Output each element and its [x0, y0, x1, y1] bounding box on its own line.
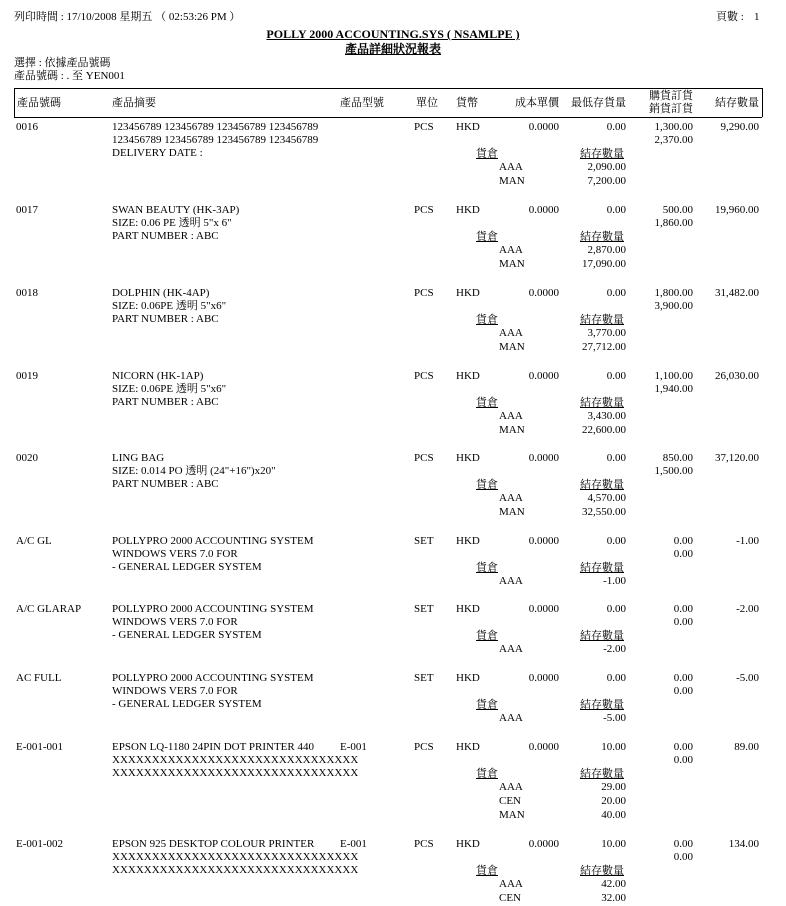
selection-criteria: 選擇 : 依據產品號碼 — [14, 57, 111, 69]
product-code: 0017 — [16, 204, 38, 216]
product-code: 0019 — [16, 370, 38, 382]
warehouse-code: MAN — [499, 424, 525, 436]
product-unit: PCS — [414, 838, 434, 850]
product-currency: HKD — [456, 370, 480, 382]
product-balance: -5.00 — [736, 672, 759, 684]
warehouse-qty: -1.00 — [603, 575, 626, 587]
warehouse-qty: 17,090.00 — [582, 258, 626, 270]
product-so: 0.00 — [673, 548, 693, 560]
warehouse-code: AAA — [499, 781, 523, 793]
product-balance: 31,482.00 — [715, 287, 759, 299]
warehouse-balance-header: 結存數量 — [580, 699, 624, 711]
company-title: POLLY 2000 ACCOUNTING.SYS ( NSAMLPE ) — [266, 27, 520, 41]
product-currency: HKD — [456, 672, 480, 684]
product-desc-line: POLLYPRO 2000 ACCOUNTING SYSTEM — [112, 672, 314, 684]
warehouse-code: AAA — [499, 712, 523, 724]
product-unit: PCS — [414, 204, 434, 216]
product-desc-line: POLLYPRO 2000 ACCOUNTING SYSTEM — [112, 535, 314, 547]
warehouse-qty: -2.00 — [603, 643, 626, 655]
product-desc-line: POLLYPRO 2000 ACCOUNTING SYSTEM — [112, 603, 314, 615]
product-code: 0020 — [16, 452, 38, 464]
product-min-stock: 0.00 — [606, 603, 626, 615]
warehouse-code: AAA — [499, 327, 523, 339]
product-min-stock: 0.00 — [606, 204, 626, 216]
warehouse-code: CEN — [499, 892, 521, 904]
product-desc-line: PART NUMBER : ABC — [112, 230, 219, 242]
warehouse-header: 貨倉 — [476, 479, 498, 491]
product-min-stock: 0.00 — [606, 672, 626, 684]
product-code: E-001-001 — [16, 741, 64, 753]
warehouse-qty: 22,600.00 — [582, 424, 626, 436]
product-code: E-001-002 — [16, 838, 64, 850]
product-currency: HKD — [456, 452, 480, 464]
product-currency: HKD — [456, 535, 480, 547]
header-left-rule — [14, 88, 15, 117]
warehouse-header: 貨倉 — [476, 562, 498, 574]
product-cost: 0.0000 — [528, 370, 559, 382]
product-po: 0.00 — [673, 535, 693, 547]
product-min-stock: 0.00 — [606, 535, 626, 547]
product-cost: 0.0000 — [528, 204, 559, 216]
product-cost: 0.0000 — [528, 603, 559, 615]
product-balance: -1.00 — [736, 535, 759, 547]
warehouse-qty: 3,430.00 — [587, 410, 626, 422]
warehouse-qty: 42.00 — [601, 878, 626, 890]
product-desc-line: XXXXXXXXXXXXXXXXXXXXXXXXXXXXXXX — [112, 767, 359, 779]
col-po: 購貨訂貨 — [649, 90, 693, 102]
product-po: 0.00 — [673, 741, 693, 753]
warehouse-balance-header: 結存數量 — [580, 768, 624, 780]
product-min-stock: 0.00 — [606, 452, 626, 464]
product-currency: HKD — [456, 121, 480, 133]
warehouse-balance-header: 結存數量 — [580, 630, 624, 642]
warehouse-header: 貨倉 — [476, 865, 498, 877]
warehouse-qty: 4,570.00 — [587, 492, 626, 504]
product-desc-line: EPSON 925 DESKTOP COLOUR PRINTER — [112, 838, 315, 850]
product-code: AC FULL — [16, 672, 62, 684]
product-desc-line: PART NUMBER : ABC — [112, 396, 219, 408]
warehouse-header: 貨倉 — [476, 397, 498, 409]
product-so: 0.00 — [673, 851, 693, 863]
product-desc-line: NICORN (HK-1AP) — [112, 370, 204, 382]
product-currency: HKD — [456, 741, 480, 753]
product-desc-line: WINDOWS VERS 7.0 FOR — [112, 548, 238, 560]
product-min-stock: 10.00 — [601, 838, 626, 850]
product-desc-line: XXXXXXXXXXXXXXXXXXXXXXXXXXXXXXX — [112, 864, 359, 876]
report-title: 產品詳細狀況報表 — [344, 42, 441, 56]
product-cost: 0.0000 — [528, 121, 559, 133]
col-cost: 成本單價 — [515, 97, 559, 109]
product-code: 0016 — [16, 121, 38, 133]
warehouse-code: MAN — [499, 175, 525, 187]
warehouse-code: MAN — [499, 809, 525, 821]
product-balance: 9,290.00 — [720, 121, 759, 133]
warehouse-balance-header: 結存數量 — [580, 479, 624, 491]
product-po: 0.00 — [673, 603, 693, 615]
product-model: E-001 — [340, 741, 367, 753]
product-desc-line: WINDOWS VERS 7.0 FOR — [112, 685, 238, 697]
product-balance: 19,960.00 — [715, 204, 759, 216]
page-number: 1 — [754, 11, 760, 23]
warehouse-qty: 29.00 — [601, 781, 626, 793]
product-unit: PCS — [414, 741, 434, 753]
product-po: 1,800.00 — [654, 287, 693, 299]
product-cost: 0.0000 — [528, 741, 559, 753]
warehouse-code: AAA — [499, 878, 523, 890]
product-balance: 134.00 — [728, 838, 759, 850]
warehouse-header: 貨倉 — [476, 231, 498, 243]
product-cost: 0.0000 — [528, 838, 559, 850]
product-cost: 0.0000 — [528, 452, 559, 464]
warehouse-header: 貨倉 — [476, 148, 498, 160]
product-desc-line: PART NUMBER : ABC — [112, 313, 219, 325]
col-model: 產品型號 — [340, 97, 384, 109]
warehouse-balance-header: 結存數量 — [580, 562, 624, 574]
product-desc-line: DELIVERY DATE : — [112, 147, 203, 159]
col-balance: 結存數量 — [715, 97, 759, 109]
product-currency: HKD — [456, 287, 480, 299]
product-balance: 37,120.00 — [715, 452, 759, 464]
product-cost: 0.0000 — [528, 287, 559, 299]
col-min-stock: 最低存貨量 — [571, 97, 626, 109]
warehouse-qty: 3,770.00 — [587, 327, 626, 339]
col-unit: 單位 — [416, 97, 438, 109]
warehouse-qty: 20.00 — [601, 795, 626, 807]
product-desc-line: XXXXXXXXXXXXXXXXXXXXXXXXXXXXXXX — [112, 851, 359, 863]
product-po: 850.00 — [662, 452, 693, 464]
product-min-stock: 0.00 — [606, 287, 626, 299]
col-desc: 產品摘要 — [112, 97, 156, 109]
page-label: 頁數 : — [716, 11, 744, 23]
product-code: 0018 — [16, 287, 38, 299]
product-so: 1,860.00 — [654, 217, 693, 229]
warehouse-qty: 32.00 — [601, 892, 626, 904]
product-desc-line: SWAN BEAUTY (HK-3AP) — [112, 204, 240, 216]
warehouse-balance-header: 結存數量 — [580, 314, 624, 326]
product-so: 3,900.00 — [654, 300, 693, 312]
warehouse-header: 貨倉 — [476, 699, 498, 711]
product-desc-line: SIZE: 0.06PE 透明 5"x6" — [112, 383, 227, 395]
warehouse-code: AAA — [499, 410, 523, 422]
product-unit: PCS — [414, 452, 434, 464]
product-min-stock: 10.00 — [601, 741, 626, 753]
product-po: 1,300.00 — [654, 121, 693, 133]
product-desc-line: SIZE: 0.06 PE 透明 5"x 6" — [112, 217, 232, 229]
product-so: 0.00 — [673, 754, 693, 766]
product-so: 0.00 — [673, 685, 693, 697]
product-so: 2,370.00 — [654, 134, 693, 146]
product-desc-line: PART NUMBER : ABC — [112, 478, 219, 490]
product-unit: PCS — [414, 121, 434, 133]
product-unit: SET — [414, 603, 434, 615]
print-time: 列印時間 : 17/10/2008 星期五 （ 02:53:26 PM ） — [14, 11, 241, 23]
product-unit: SET — [414, 535, 434, 547]
warehouse-code: AAA — [499, 244, 523, 256]
product-code: A/C GLARAP — [16, 603, 82, 615]
warehouse-header: 貨倉 — [476, 314, 498, 326]
product-desc-line: XXXXXXXXXXXXXXXXXXXXXXXXXXXXXXX — [112, 754, 359, 766]
product-po: 500.00 — [662, 204, 693, 216]
product-code: A/C GL — [16, 535, 52, 547]
product-unit: PCS — [414, 287, 434, 299]
warehouse-qty: 40.00 — [601, 809, 626, 821]
col-so: 銷貨訂貨 — [649, 103, 693, 115]
product-desc-line: LING BAG — [112, 452, 165, 464]
header-top-rule — [14, 88, 762, 89]
product-model: E-001 — [340, 838, 367, 850]
warehouse-code: MAN — [499, 341, 525, 353]
warehouse-balance-header: 結存數量 — [580, 148, 624, 160]
warehouse-qty: 2,090.00 — [587, 161, 626, 173]
header-bottom-rule — [14, 117, 762, 118]
warehouse-code: AAA — [499, 575, 523, 587]
warehouse-balance-header: 結存數量 — [580, 865, 624, 877]
warehouse-qty: 32,550.00 — [582, 506, 626, 518]
product-so: 1,500.00 — [654, 465, 693, 477]
warehouse-code: CEN — [499, 795, 521, 807]
product-min-stock: 0.00 — [606, 370, 626, 382]
product-po: 1,100.00 — [654, 370, 693, 382]
product-balance: 26,030.00 — [715, 370, 759, 382]
product-desc-line: WINDOWS VERS 7.0 FOR — [112, 616, 238, 628]
product-min-stock: 0.00 — [606, 121, 626, 133]
product-currency: HKD — [456, 838, 480, 850]
product-desc-line: - GENERAL LEDGER SYSTEM — [112, 698, 262, 710]
product-so: 1,940.00 — [654, 383, 693, 395]
warehouse-balance-header: 結存數量 — [580, 231, 624, 243]
product-so: 0.00 — [673, 616, 693, 628]
product-po: 0.00 — [673, 838, 693, 850]
product-cost: 0.0000 — [528, 535, 559, 547]
product-balance: -2.00 — [736, 603, 759, 615]
warehouse-balance-header: 結存數量 — [580, 397, 624, 409]
product-cost: 0.0000 — [528, 672, 559, 684]
warehouse-header: 貨倉 — [476, 768, 498, 780]
warehouse-header: 貨倉 — [476, 630, 498, 642]
warehouse-code: AAA — [499, 643, 523, 655]
header-right-rule — [762, 88, 763, 117]
product-desc-line: - GENERAL LEDGER SYSTEM — [112, 561, 262, 573]
col-code: 產品號碼 — [17, 97, 61, 109]
warehouse-code: MAN — [499, 258, 525, 270]
product-desc-line: EPSON LQ-1180 24PIN DOT PRINTER 440 — [112, 741, 314, 753]
warehouse-qty: 27,712.00 — [582, 341, 626, 353]
product-desc-line: SIZE: 0.014 PO 透明 (24"+16")x20" — [112, 465, 276, 477]
product-desc-line: 123456789 123456789 123456789 123456789 — [112, 134, 319, 146]
product-desc-line: DOLPHIN (HK-4AP) — [112, 287, 210, 299]
warehouse-qty: -5.00 — [603, 712, 626, 724]
product-unit: SET — [414, 672, 434, 684]
product-balance: 89.00 — [734, 741, 759, 753]
warehouse-code: AAA — [499, 161, 523, 173]
product-currency: HKD — [456, 603, 480, 615]
warehouse-code: MAN — [499, 506, 525, 518]
col-currency: 貨幣 — [456, 97, 478, 109]
product-po: 0.00 — [673, 672, 693, 684]
product-desc-line: 123456789 123456789 123456789 123456789 — [112, 121, 319, 133]
product-unit: PCS — [414, 370, 434, 382]
warehouse-code: AAA — [499, 492, 523, 504]
product-desc-line: SIZE: 0.06PE 透明 5"x6" — [112, 300, 227, 312]
warehouse-qty: 2,870.00 — [587, 244, 626, 256]
product-desc-line: - GENERAL LEDGER SYSTEM — [112, 629, 262, 641]
selection-range: 產品號碼 : . 至 YEN001 — [14, 70, 125, 82]
warehouse-qty: 7,200.00 — [587, 175, 626, 187]
product-currency: HKD — [456, 204, 480, 216]
